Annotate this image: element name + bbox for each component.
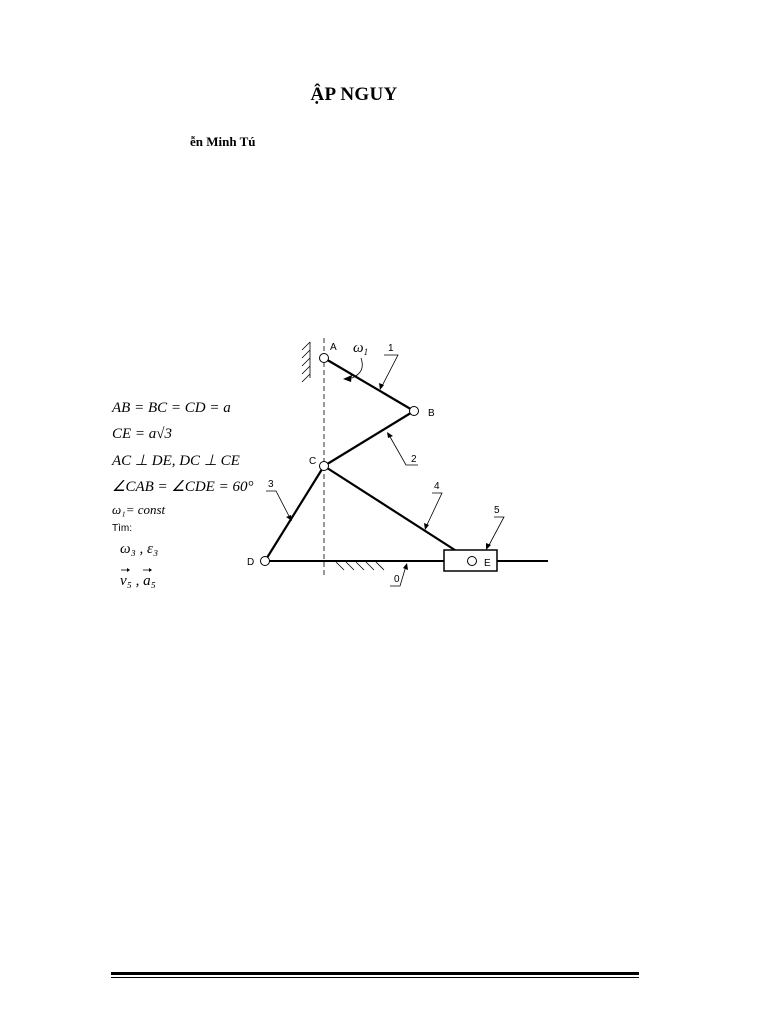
- link-number-5: 5: [494, 505, 500, 516]
- omega-arrowhead: [343, 375, 352, 382]
- given-line-5: ω₁= const: [112, 502, 166, 517]
- given-line-1: AB = BC = CD = a: [112, 400, 231, 416]
- given-line-2: CE = a√3: [112, 426, 173, 442]
- given-line-4: ∠CAB = ∠CDE = 60°: [112, 479, 254, 495]
- joint-b: [410, 407, 419, 416]
- joint-d: [261, 557, 270, 566]
- fixed-support-a-hatch: [302, 342, 310, 382]
- link-number-4: 4: [434, 481, 440, 492]
- link-number-0: 0: [394, 574, 400, 585]
- link-number-1: 1: [388, 343, 394, 354]
- label-d: D: [247, 557, 255, 568]
- joint-e: [468, 557, 477, 566]
- omega-subscript: 1: [363, 347, 369, 357]
- link-4-ce: [324, 466, 472, 561]
- given-line-3: AC ⊥ DE, DC ⊥ CE: [112, 453, 240, 469]
- leader-5: [488, 517, 504, 547]
- joint-c: [320, 462, 329, 471]
- leader-3: [266, 491, 290, 518]
- footer-rule-thick: [111, 972, 639, 975]
- link-number-3: 3: [268, 479, 274, 490]
- link-number-2: 2: [411, 454, 417, 465]
- label-b: B: [428, 408, 435, 419]
- leader-4: [426, 493, 442, 527]
- author-name: ễn Minh Tú: [190, 134, 256, 149]
- footer-rule-thin: [111, 977, 639, 978]
- joint-a: [320, 354, 329, 363]
- label-e: E: [484, 558, 491, 569]
- link-1-ab: [324, 358, 414, 411]
- label-c: C: [309, 456, 317, 467]
- omega-label: $\omega_1$: [353, 340, 369, 357]
- find-line-2: v₅ , a₅: [120, 573, 156, 589]
- link-2-bc: [324, 411, 414, 466]
- page-title: ẬP NGUY: [310, 84, 398, 105]
- leader-1: [381, 355, 398, 388]
- link-3-cd: [265, 466, 324, 561]
- find-line-1: ω₃ , ε₃: [120, 541, 159, 557]
- ground-hatch: [336, 562, 384, 570]
- find-label: Tìm:: [112, 523, 132, 534]
- label-a: A: [330, 342, 337, 353]
